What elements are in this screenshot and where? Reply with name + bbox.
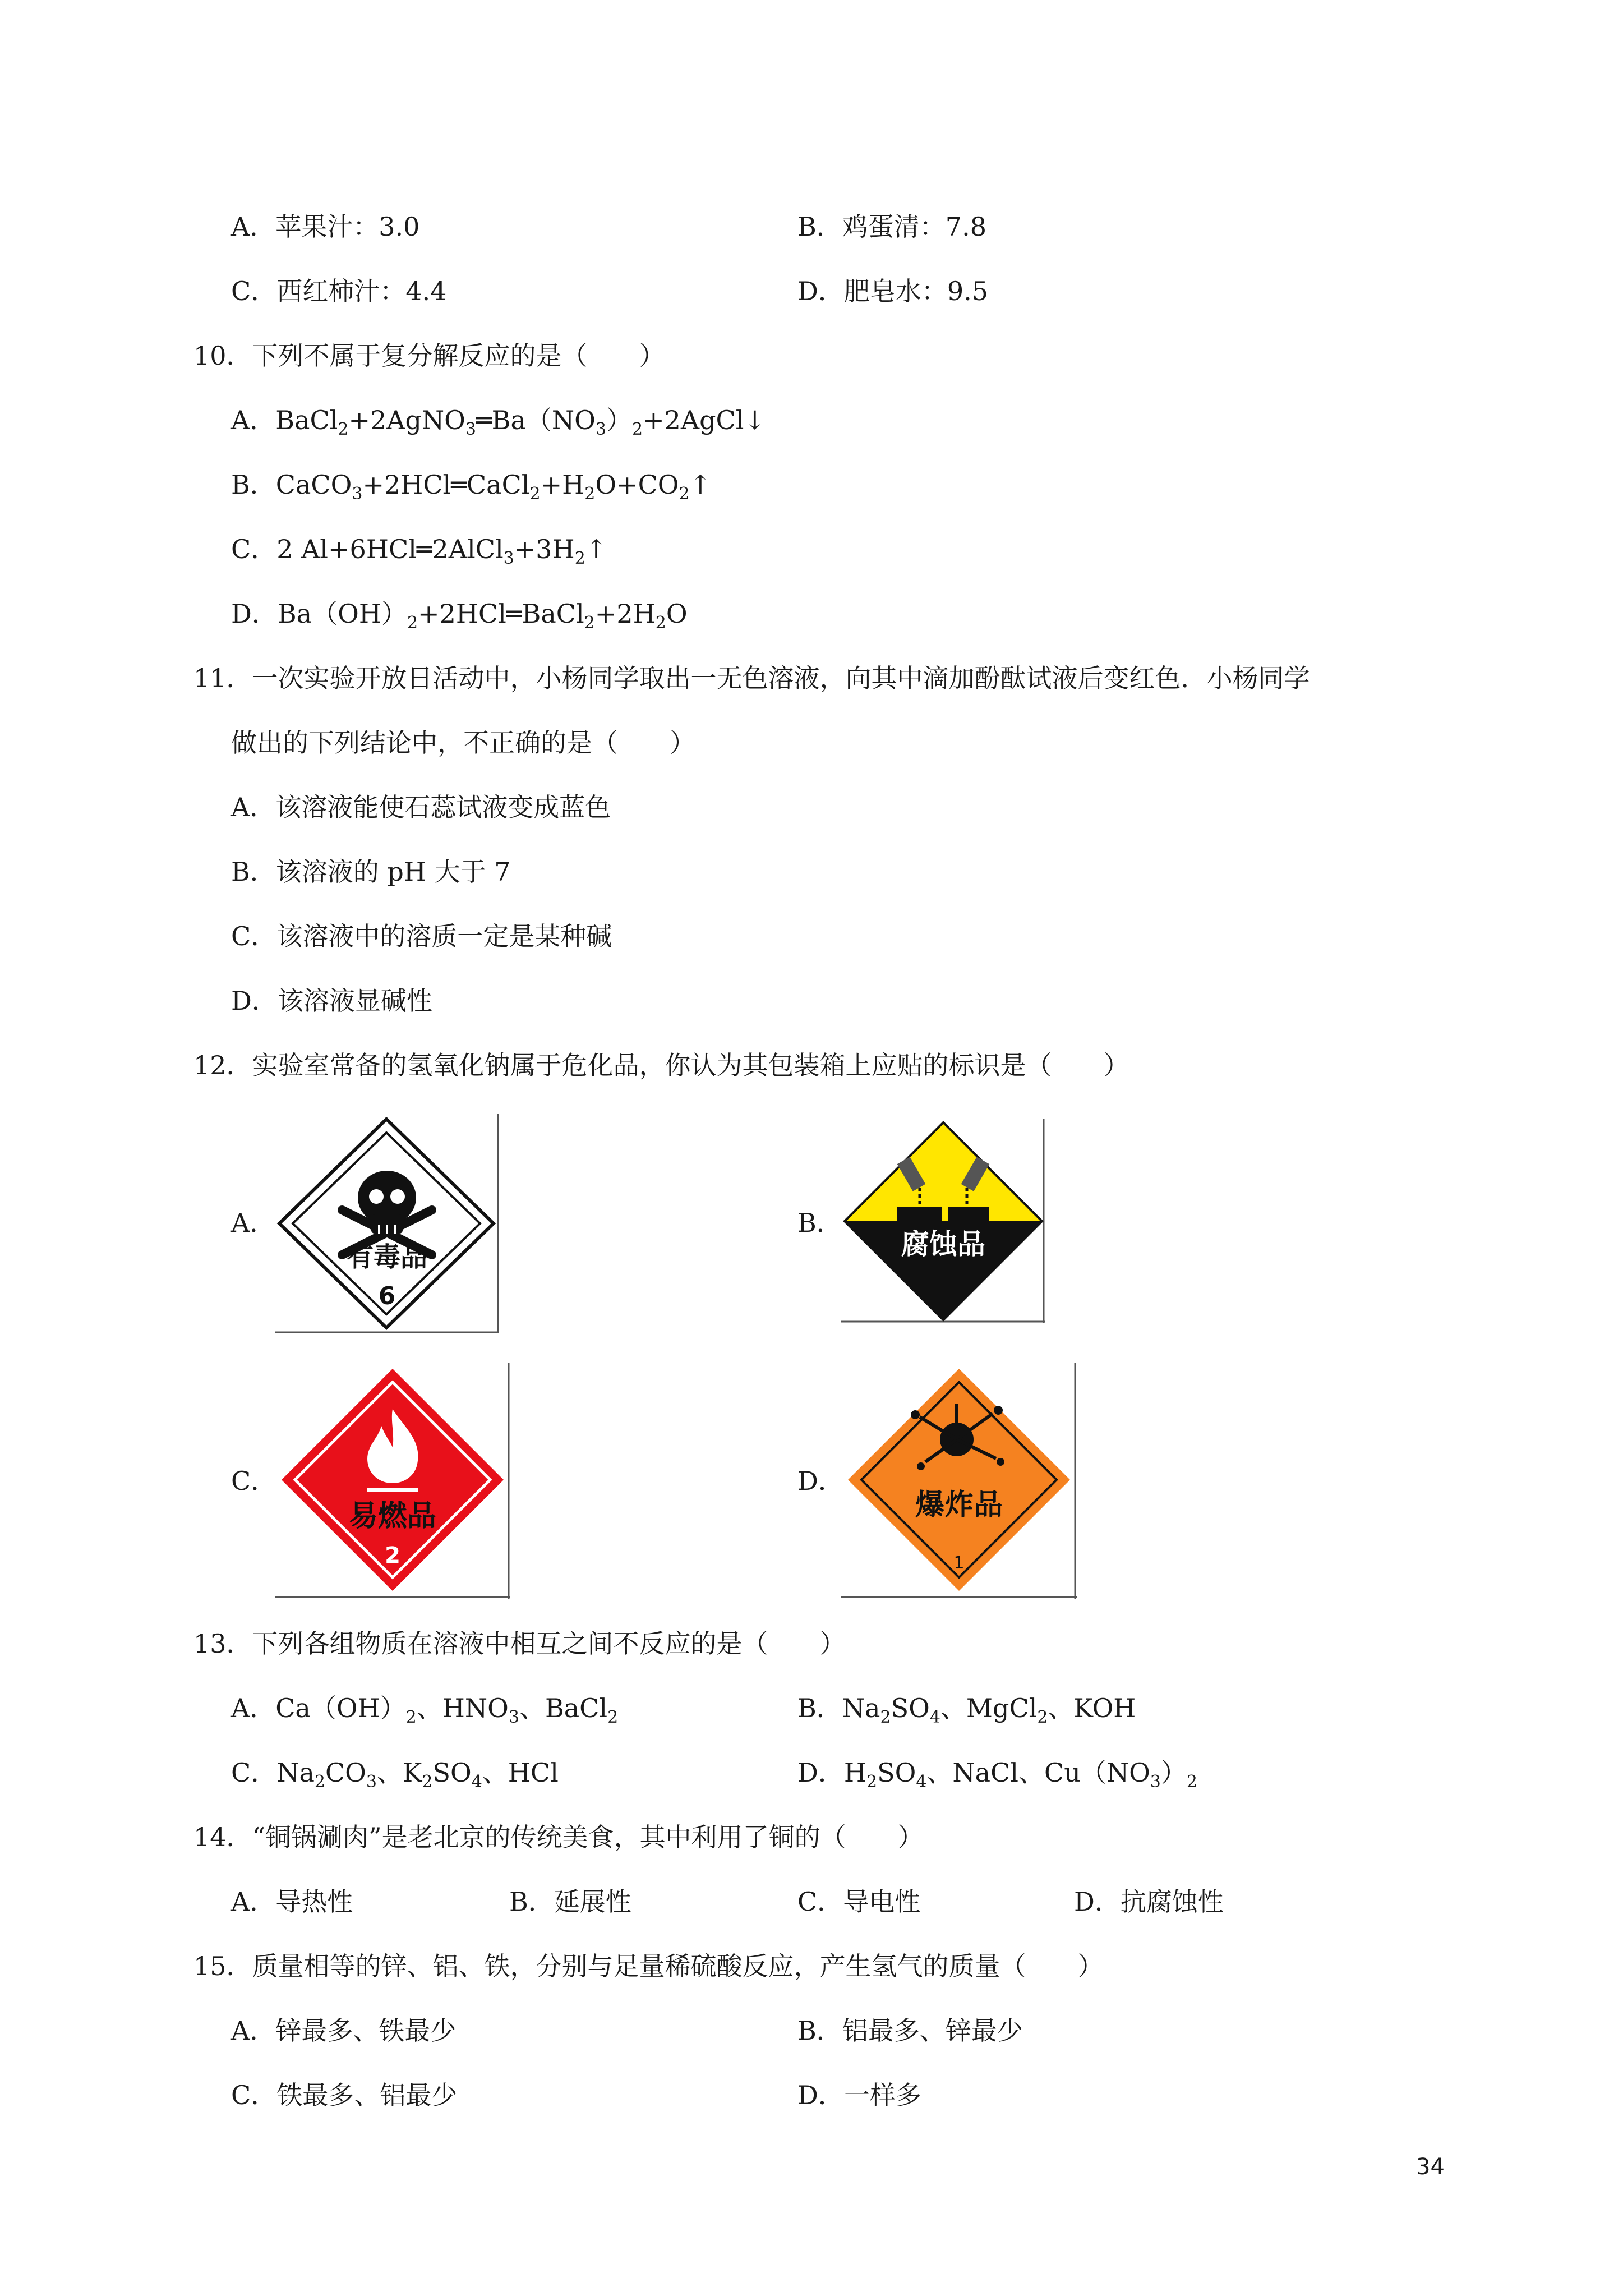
q9-option-c: C．西红柿汁：4.4 — [231, 276, 447, 306]
q10-option-c: C．2 $Al+6HCl═2AlCl_3+3H_2↑$ — [231, 534, 607, 568]
q15-option-a: A．锌最多、铁最少 — [231, 2016, 457, 2046]
q10-option-d: D．$Ba(OH)_2+2HCl═BaCl_2+2H_2O$ — [231, 599, 688, 633]
q14-option-b: B．延展性 — [509, 1887, 631, 1917]
explosive-sign-label: 爆炸品 — [915, 1488, 1003, 1522]
q9-option-d: D．肥皂水：9.5 — [797, 276, 989, 306]
q13-option-a: A．$Ca(OH)_2$、$HNO_3$、BaCl$_2$ — [231, 1693, 619, 1727]
q15-option-b: B．铝最多、锌最少 — [797, 2016, 1023, 2046]
q14-option-d: D．抗腐蚀性 — [1074, 1887, 1224, 1917]
q14-option-a: A．导热性 — [231, 1887, 353, 1917]
flammable-sign-label: 易燃品 — [348, 1499, 437, 1533]
q11-option-d: D．该溶液显碱性 — [231, 986, 432, 1016]
q13-option-d: D．$H_2SO_4$、NaCl、$Cu(NO_3)_2$ — [797, 1757, 1197, 1792]
q9-option-a: A．苹果汁：3.0 — [231, 211, 420, 242]
q14-option-c: C．导电性 — [797, 1887, 921, 1917]
q11-option-b: B．该溶液的 pH 大于 7 — [231, 857, 511, 887]
q11-option-c: C．该溶液中的溶质一定是某种碱 — [231, 921, 612, 951]
q12-stem: 12．实验室常备的氢氧化钠属于危化品，你认为其包装箱上应贴的标识是（ ） — [193, 1050, 1129, 1080]
q13-option-b: B．$Na_2SO_4$、MgCl$_2$、KOH — [797, 1693, 1136, 1727]
q11-option-a: A．该溶液能使石蕊试液变成蓝色 — [231, 792, 611, 822]
toxic-sign — [275, 1114, 499, 1333]
q13-stem: 13．下列各组物质在溶液中相互之间不反应的是（ ） — [193, 1628, 846, 1659]
q12-option-b-label: B． — [797, 1208, 842, 1238]
q12-option-d-label: D． — [797, 1466, 844, 1496]
corrosive-sign — [841, 1119, 1045, 1323]
q13-option-c: C．$Na_2CO_3$、$K_2SO_4$、HCl — [231, 1757, 559, 1792]
q10-stem: 10．下列不属于复分解反应的是（ ） — [193, 341, 665, 371]
q15-stem: 15．质量相等的锌、铝、铁，分别与足量稀硫酸反应，产生氢气的质量（ ） — [193, 1951, 1104, 1981]
explosive-sign-number: 1 — [953, 1553, 965, 1573]
q12-option-c-label: C． — [231, 1466, 277, 1496]
q14-stem: 14．“铜锅涮肉”是老北京的传统美食，其中利用了铜的（ ） — [193, 1822, 924, 1852]
q15-option-d: D．一样多 — [797, 2080, 921, 2110]
toxic-sign-label: 有毒品 — [346, 1241, 428, 1273]
q12-option-a-label: A． — [231, 1208, 276, 1238]
page-number: 34 — [1416, 2154, 1445, 2180]
toxic-sign-number: 6 — [378, 1282, 396, 1310]
q10-option-b: B．$CaCO_3+2HCl═CaCl_2+H_2O+CO_2↑$ — [231, 470, 712, 504]
q15-option-c: C．铁最多、铝最少 — [231, 2080, 458, 2110]
q11-stem-line1: 11．一次实验开放日活动中，小杨同学取出一无色溶液，向其中滴加酚酞试液后变红色．小杨同学 — [193, 663, 1310, 693]
q10-option-a: A．$BaCl_2+2AgNO_3═Ba(NO_3)_2+2AgCl↓$ — [231, 405, 766, 439]
flammable-sign-number: 2 — [385, 1543, 400, 1568]
q11-stem-line2: 做出的下列结论中，不正确的是（ ） — [231, 728, 695, 758]
explosive-sign — [841, 1363, 1077, 1599]
flammable-sign — [275, 1363, 510, 1599]
corrosive-sign-label: 腐蚀品 — [901, 1228, 985, 1260]
q9-option-b: B．鸡蛋清：7.8 — [797, 211, 986, 242]
